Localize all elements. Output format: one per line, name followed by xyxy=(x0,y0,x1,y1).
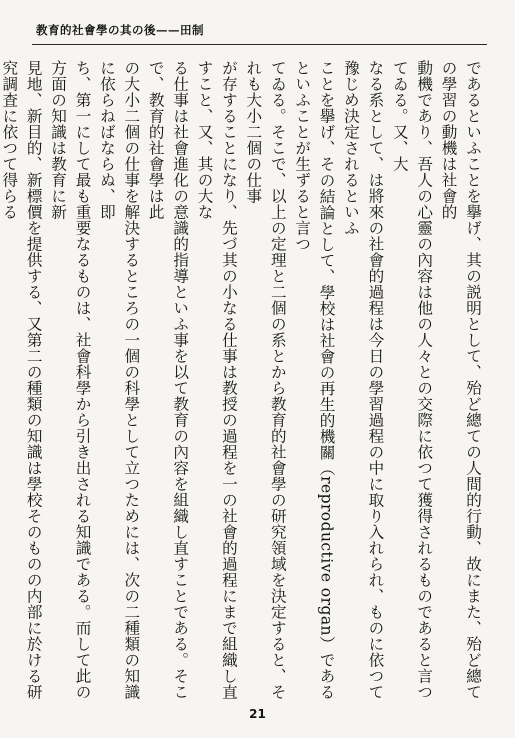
header-rule xyxy=(32,44,487,45)
page-number: 21 xyxy=(249,707,266,721)
text-line: が存することになり、先づ其の小なる仕事は教授の過程を一の社會的過程にまで組織し直すこと、又、其の大な xyxy=(195,60,238,700)
text-line: 動機であり、吾人の心靈の內容は他の人々との交際に依つて獲得されるものであると言つてゐる。又、大 xyxy=(390,60,434,700)
text-line: る仕事は社會進化の意識的指導といふ事を以て教育の內容を組織し直すことである。そこで、教育的社會學は此 xyxy=(146,60,190,700)
body-text xyxy=(0,60,485,700)
text-line: てゐる。そこで、以上の定理と二個の系とから教育的社會學の研究領域を決定すると、それも大小二個の仕事 xyxy=(244,60,287,700)
running-header: 教育的社會學の其の後——田制 xyxy=(36,23,204,37)
text-line: ち、第一にして最も重要なるものは、社會科學から引き出される知識である。而して此の方面の知識は教育に新 xyxy=(49,60,92,700)
text-line: ことを擧げ、その結論として、學校は社會の再生的機關（reproductive organ）であるといふことが生ずると言つ xyxy=(293,60,336,700)
text-line: の大小二個の仕事を解決するところの一個の科學として立つためには、次の二種類の知識に依らねばならぬ、即 xyxy=(97,60,141,700)
text-line: 見地、新目的、新標價を提供する、又第二の種類の知識は學校そのものの内部に於ける研究調査に依つて得らる xyxy=(0,60,43,700)
text-line: であるといふことを擧げ、其の説明として、殆ど總ての人間的行動、故にまた、殆ど總ての學習の動機は社會的 xyxy=(439,60,482,700)
text-line: なる系として、は將來の社會的過程は今日の學習過程の中に取り入れられ、ものに依つて豫じめ決定されるといふ xyxy=(341,60,385,700)
